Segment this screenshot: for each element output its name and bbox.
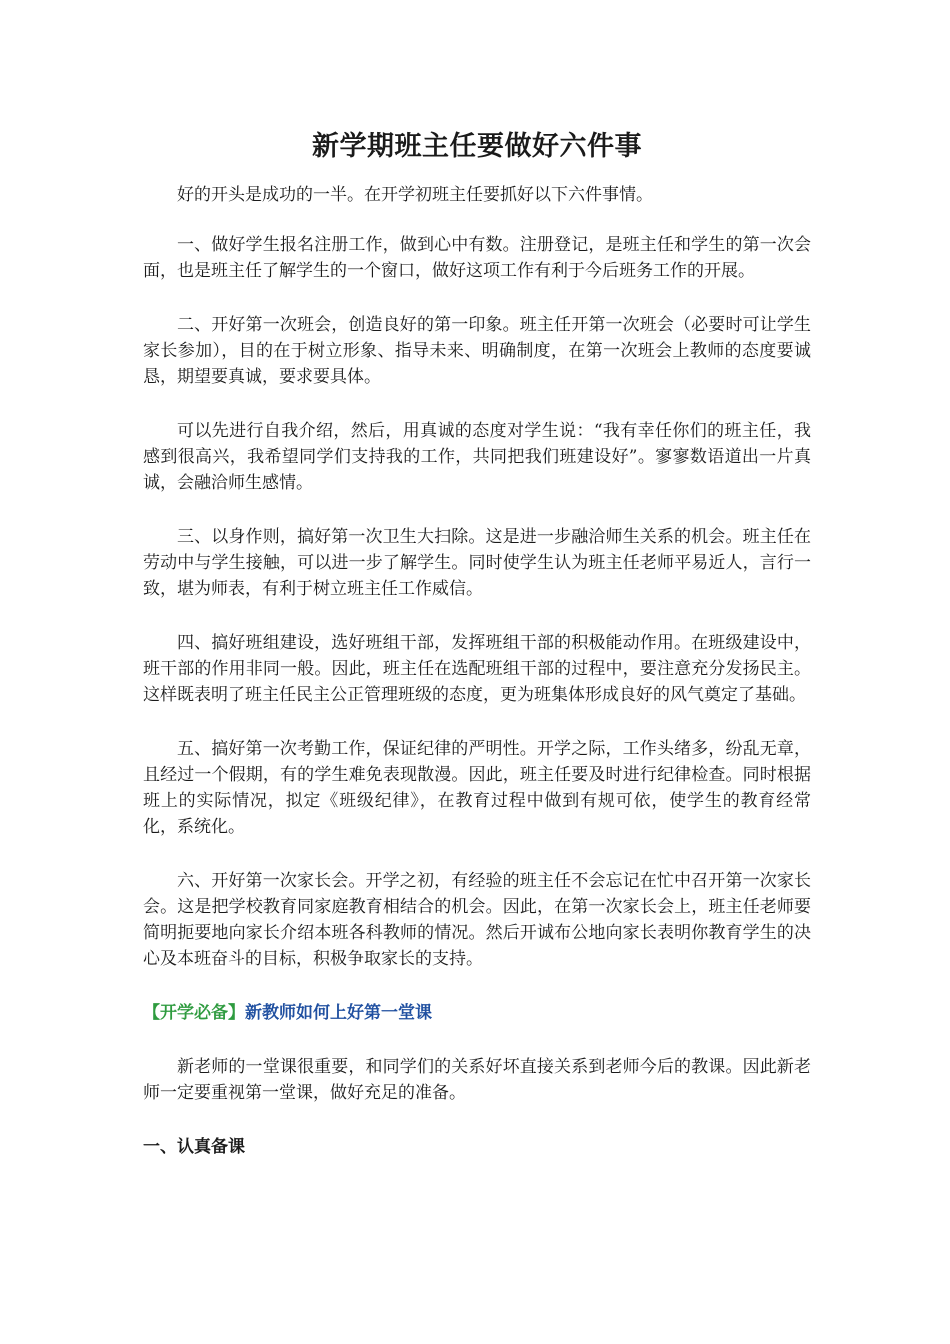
section-paragraph: 新老师的一堂课很重要，和同学们的关系好坏直接关系到老师今后的教课。因此新老师一定要重视第一堂课，做好充足的准备。	[143, 1057, 811, 1103]
paragraph-item-3: 三、以身作则，搞好第一次卫生大扫除。这是进一步融洽师生关系的机会。班主任在劳动中与学生接触，可以进一步了解学生。同时使学生认为班主任老师平易近人，言行一致，堪为师表，有利于树立班主任工作威信。	[143, 527, 811, 599]
section-heading	[143, 1000, 811, 1026]
paragraph-item-2: 二、开好第一次班会，创造良好的第一印象。班主任开第一次班会（必要时可让学生家长参加），目的在于树立形象、指导未来、明确制度，在第一次班会上教师的态度要诚恳，期望要真诚，要求要具体。	[143, 315, 811, 387]
intro-paragraph: 好的开头是成功的一半。在开学初班主任要抓好以下六件事情。	[177, 185, 653, 205]
paragraph-item-6: 六、开好第一次家长会。开学之初，有经验的班主任不会忘记在忙中召开第一次家长会。这是把学校教育同家庭教育相结合的机会。因此，在第一次家长会上，班主任老师要简明扼要地向家长介绍本班各科教师的情况。然后开诚布公地向家长表明你教育学生的决心及本班奋斗的目标，积极争取家长的支持。	[143, 871, 811, 969]
paragraph-item-1: 一、做好学生报名注册工作，做到心中有数。注册登记，是班主任和学生的第一次会面，也是班主任了解学生的一个窗口，做好这项工作有利于今后班务工作的开展。	[143, 235, 811, 281]
document-title: 新学期班主任要做好六件事	[312, 131, 642, 162]
paragraph-self-intro: 可以先进行自我介绍，然后，用真诚的态度对学生说：“我有幸任你们的班主任，我感到很高兴，我希望同学们支持我的工作，共同把我们班建设好”。寥寥数语道出一片真诚，会融洽师生感情。	[143, 421, 811, 493]
section-tag: 【开学必备】	[143, 1003, 245, 1023]
section-title-link[interactable]: 新教师如何上好第一堂课	[245, 1003, 432, 1023]
paragraph-item-4: 四、搞好班组建设，选好班组干部，发挥班组干部的积极能动作用。在班级建设中，班干部的作用非同一般。因此，班主任在选配班组干部的过程中，要注意充分发扬民主。这样既表明了班主任民主公正管理班级的态度，更为班集体形成良好的风气奠定了基础。	[143, 633, 811, 705]
subheading-prepare-lessons: 一、认真备课	[143, 1137, 245, 1157]
document-page	[143, 128, 811, 1160]
paragraph-item-5: 五、搞好第一次考勤工作，保证纪律的严明性。开学之际，工作头绪多，纷乱无章，且经过一个假期，有的学生难免表现散漫。因此，班主任要及时进行纪律检查。同时根据班上的实际情况，拟定《班级纪律》，在教育过程中做到有规可依，使学生的教育经常化，系统化。	[143, 739, 811, 837]
